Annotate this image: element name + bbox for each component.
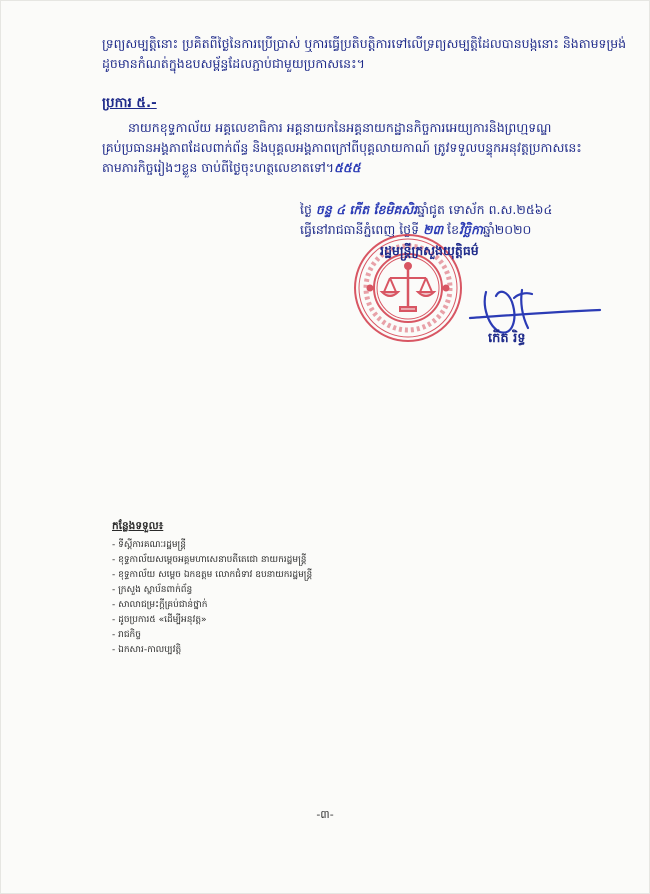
- solar-date-month-prefix: ខែ: [447, 222, 460, 237]
- signature-icon: [460, 240, 610, 370]
- minister-title: រដ្ឋមន្ត្រីក្រសួងយុត្តិធម៌: [380, 243, 479, 258]
- solar-date-month: វិច្ឆិកា: [459, 222, 483, 237]
- recipient-item: - ទីស្តីការគណៈរដ្ឋមន្ត្រី: [112, 538, 412, 553]
- body-paragraph-line-3-text: តាមភារកិច្ចរៀងៗខ្លួន ចាប់ពីថ្ងៃចុះហត្ថលេខាតទៅ។: [102, 160, 335, 175]
- top-paragraph-line-2: ដូចមានកំណត់ក្នុងឧបសម្ព័ន្ធដែលភ្ជាប់ជាមួយប្រកាសនេះ។: [102, 56, 365, 71]
- recipient-item: - ខុទ្ទកាល័យ សម្ដេច ឯកឧត្តម លោកជំទាវ ឧបនាយករដ្ឋមន្ត្រី: [112, 568, 412, 583]
- lunar-date-handwritten: ចន្ទ ៤ កើត ខែមិគសិរ: [315, 202, 418, 217]
- body-paragraph-line-1: នាយកខុទ្ទកាល័យ អគ្គលេខាធិការ អគ្គនាយកនៃអគ្គនាយកដ្ឋានកិច្ចការអេយ្យការនិងព្រហ្មទណ្ឌ: [128, 120, 552, 135]
- body-paragraph: [102, 118, 602, 178]
- body-paragraph-line-3: [102, 158, 602, 178]
- recipients-block: [112, 520, 412, 658]
- recipient-item: - រាជកិច្ច: [112, 628, 412, 643]
- recipient-item: - ឯកសារ-កាលប្បវត្តិ: [112, 643, 412, 658]
- lunar-date-prefix: ថ្ងៃ: [300, 202, 312, 217]
- top-paragraph: [102, 34, 627, 74]
- lunar-date-suffix: ឆ្នាំជូត ទោស័ក ព.ស.២៥៦៤: [417, 202, 553, 217]
- article-heading: ប្រការ ៥.-: [102, 95, 157, 111]
- recipient-item: - សាលាជម្រះក្តីគ្រប់ជាន់ថ្នាក់: [112, 598, 412, 613]
- recipients-list: [112, 538, 412, 658]
- recipient-item: - ដូចប្រការ៥ «ដើម្បីអនុវត្ត»: [112, 613, 412, 628]
- solar-date-prefix: ធ្វើនៅរាជធានីភ្នំពេញ ថ្ងៃទី: [300, 222, 420, 237]
- page-number: -៣-: [316, 808, 334, 821]
- recipient-item: - ខុទ្ទកាល័យសម្ដេចអគ្គមហាសេនាបតីតេជោ នាយករដ្ឋមន្ត្រី: [112, 553, 412, 568]
- recipient-item: - ក្រសួង ស្ថាប័នពាក់ព័ន្ធ: [112, 583, 412, 598]
- solar-date-day: ២៣: [423, 222, 444, 237]
- lunar-date-line: [300, 200, 620, 220]
- solar-date-year: ឆ្នាំ២០២០: [482, 222, 532, 237]
- signer-name: កើត រិទ្ធ: [488, 331, 526, 346]
- handwritten-number: ៥៥៥: [334, 160, 361, 175]
- recipients-title: កន្លែងទទួល៖: [112, 520, 164, 532]
- body-paragraph-line-2: គ្រប់ប្រធានអង្គភាពដែលពាក់ព័ន្ធ និងបុគ្គលអង្គភាពក្រៅពីបុគ្គលាយកាណ៍ ត្រូវទទួលបន្ទុកអនុវត្តប្រកាសនេះ: [102, 140, 582, 155]
- top-paragraph-line-1: ទ្រព្យសម្បត្តិនោះ ប្រគិតពីថ្ងៃនៃការប្រើប្រាស់ ឬការធ្វើប្រតិបត្តិការទៅលើទ្រព្យសម្បត្តិដែលបានបង្កនោះ និងតាមទម្រង់: [102, 36, 627, 51]
